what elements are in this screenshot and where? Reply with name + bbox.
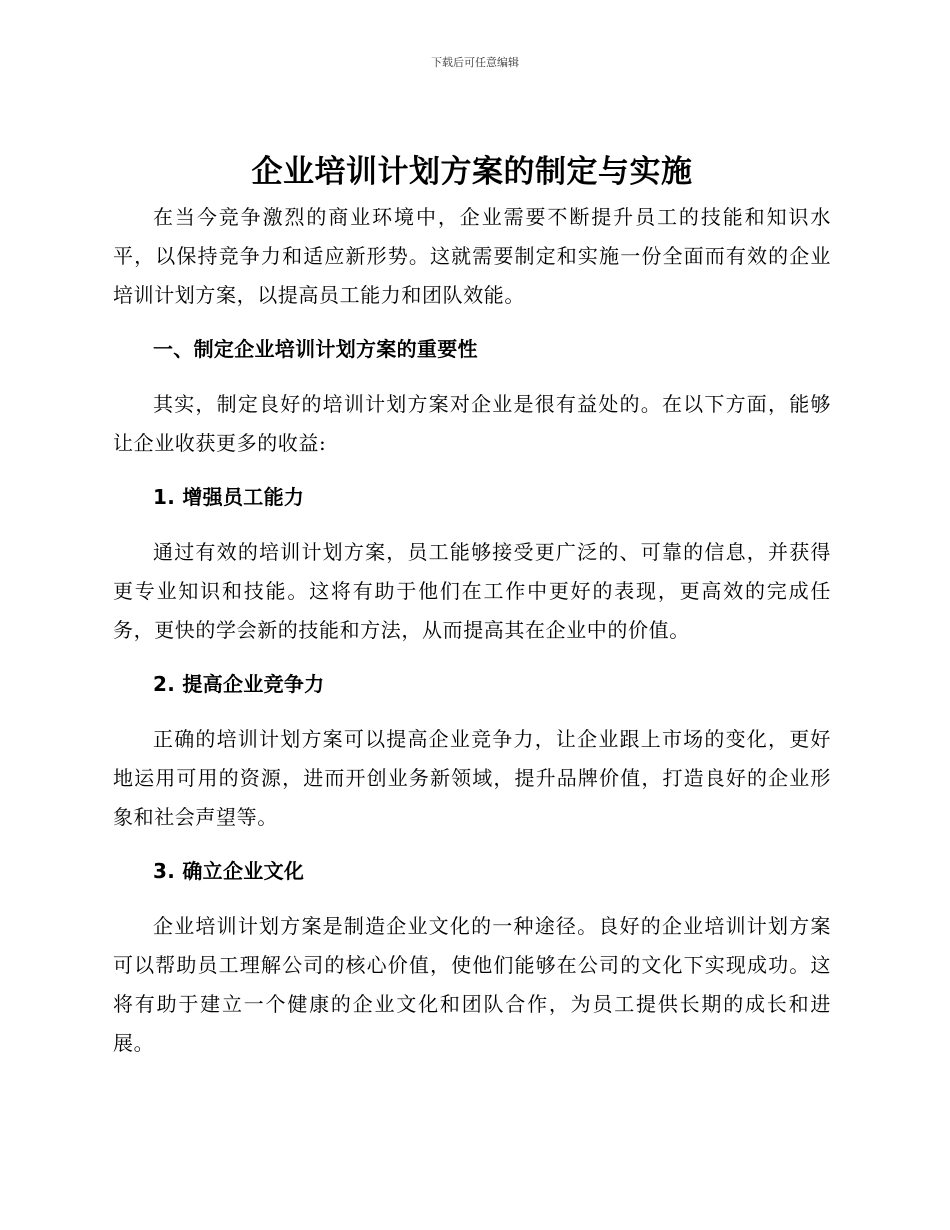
spacer bbox=[113, 891, 831, 907]
spacer bbox=[113, 650, 831, 665]
spacer bbox=[113, 704, 831, 720]
spacer bbox=[113, 369, 831, 385]
section-paragraph-importance: 其实，制定良好的培训计划方案对企业是很有益处的。在以下方面，能够让企业收获更多的收益: bbox=[113, 392, 831, 455]
spacer bbox=[113, 315, 831, 330]
point-paragraph-culture: 企业培训计划方案是制造企业文化的一种途径。良好的企业培训计划方案可以帮助员工理解公司的核心价值，使他们能够在公司的文化下实现成功。这将有助于建立一个健康的企业文化和团队合作，为员工提供长期的成长和进展。 bbox=[113, 914, 831, 1055]
intro-paragraph: 在当今竞争激烈的商业环境中，企业需要不断提升员工的技能和知识水平，以保持竞争力和适应新形势。这就需要制定和实施一份全面而有效的企业培训计划方案，以提高员工能力和团队效能。 bbox=[113, 205, 831, 307]
spacer bbox=[113, 463, 831, 478]
point-paragraph-competitiveness: 正确的培训计划方案可以提高企业竞争力，让企业跟上市场的变化，更好地运用可用的资源，进而开创业务新领域，提升品牌价值，打造良好的企业形象和社会声望等。 bbox=[113, 727, 831, 829]
spacer bbox=[113, 517, 831, 533]
spacer bbox=[113, 837, 831, 852]
page-header-note: 下载后可任意编辑 bbox=[431, 56, 519, 69]
point-heading-competitiveness: 2. 提高企业竞争力 bbox=[153, 672, 325, 696]
document-title: 企业培训计划方案的制定与实施 bbox=[251, 154, 693, 190]
point-heading-employee-ability: 1. 增强员工能力 bbox=[153, 485, 305, 509]
point-paragraph-employee-ability: 通过有效的培训计划方案，员工能够接受更广泛的、可靠的信息，并获得更专业知识和技能。这将有助于他们在工作中更好的表现，更高效的完成任务，更快的学会新的技能和方法，从而提高其在企业中的价值。 bbox=[113, 540, 831, 642]
document-body bbox=[113, 146, 831, 1063]
section-heading-importance: 一、制定企业培训计划方案的重要性 bbox=[153, 337, 478, 361]
point-heading-culture: 3. 确立企业文化 bbox=[153, 859, 305, 883]
